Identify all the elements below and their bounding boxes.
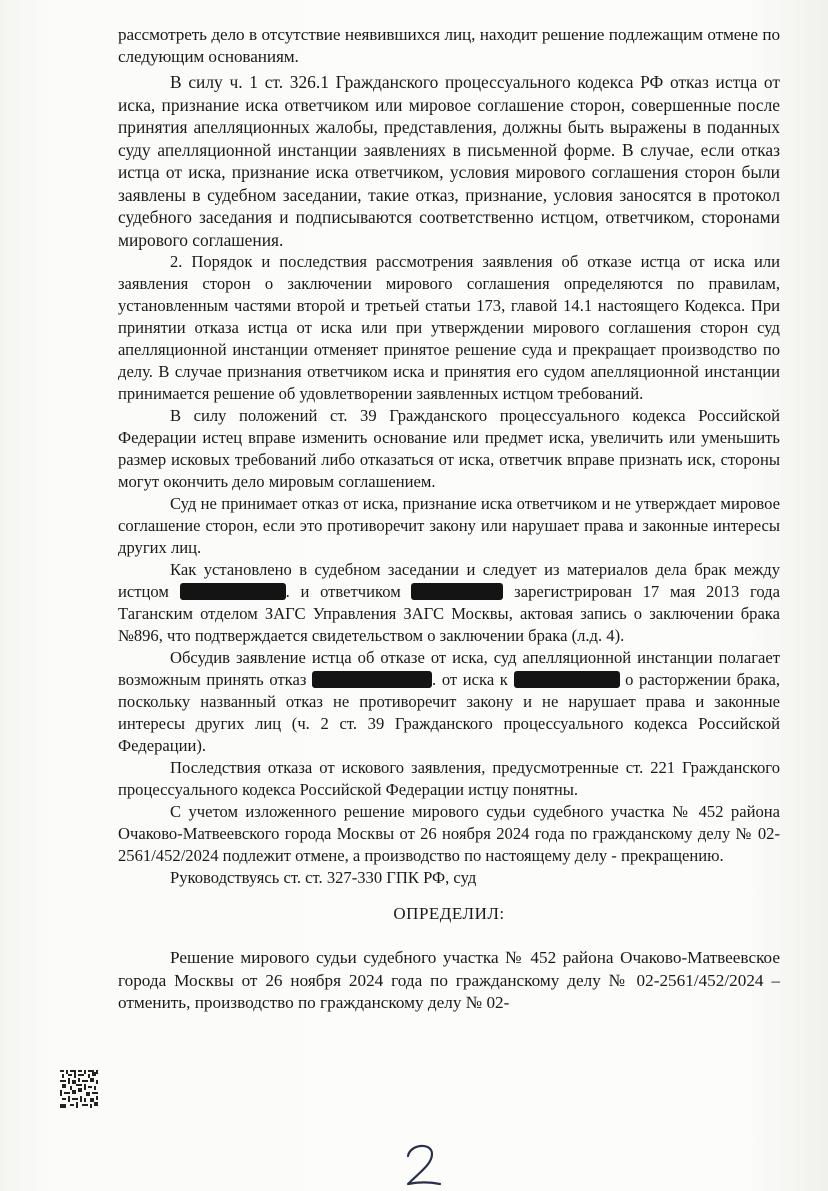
paragraph-marriage-facts [118,559,780,647]
qr-code-icon [60,1070,98,1108]
paragraph-accept-part-2: . от иска к [432,670,514,689]
paragraph-guided-by: Руководствуясь ст. ст. 327-330 ГПК РФ, суд [170,868,477,887]
paragraph-accept-part-3: о расторжении брака, поскольку названный отказ не противоречит закону и не нарушает права и законные интересы других лиц (ч. 2 ст. 39 Гражданского процессуального кодекса Российской Федерации). [118,670,780,755]
paragraph-art-39: В силу положений ст. 39 Гражданского процессуального кодекса Российской Федерации истец вправе изменить основание или предмет иска, увеличить или уменьшить размер исковых требований либо отказаться от иска, ответчик вправе признать иск, стороны могут окончить дело мировым соглашением. [118,406,780,491]
page-number-handwritten [398,1138,448,1190]
paragraph-accept-refusal [118,647,780,757]
redacted-plaintiff-name [180,583,286,600]
paragraph-intro: рассмотреть дело в отсутствие неявившихся лиц, находит решение подлежащим отмене по следующим основаниям. [118,25,780,66]
redacted-defendant-name [411,583,503,600]
paragraph-ruling: Решение мирового судьи судебного участка № 452 района Очаково-Матвеевское города Москвы от 26 ноября 2024 года по гражданскому делу № 02-2561/452/2024 – отменить, производство по гражданскому делу № 02- [118,948,780,1012]
paragraph-consequences: Последствия отказа от искового заявления, предусмотренные ст. 221 Гражданского процессуального кодекса Российской Федерации истцу понятны. [118,758,780,799]
paragraph-court-refusal: Суд не принимает отказ от иска, признание иска ответчиком и не утверждает мировое соглашение сторон, если это противоречит закону или нарушает права и законные интересы других лиц. [118,494,780,557]
paragraph-procedure: 2. Порядок и последствия рассмотрения заявления об отказе истца от иска или заявления сторон о заключении мирового соглашения определяются по правилам, установленным частями второй и третьей статьи 173, главой 14.1 настоящего Кодекса. При принятии отказа истца от иска или при утверждении мирового соглашения сторон суд апелляционной инстанции отменяет принятое решение суда и прекращает производство по делу. В случае признания ответчиком иска и принятия его судом апелляционной инстанции принимается решение об удовлетворении заявленных истцом требований. [118,252,780,403]
ruling-heading: ОПРЕДЕЛИЛ: [393,904,505,923]
paragraph-art-326-1: В силу ч. 1 ст. 326.1 Гражданского процессуального кодекса РФ отказ истца от иска, признание иска ответчиком или мировое соглашение сторон, совершенные после принятия апелляционных жалобы, представления, должны быть выражены в поданных суду апелляционной инстанции заявлениях в письменной форме. В случае, если отказ истца от иска, признание иска ответчиком, условия мирового соглашения сторон были заявлены в судебном заседании, такие отказ, признание, условия заносятся в протокол судебного заседания и подписываются соответственно истцом, ответчиком, сторонами мирового соглашения. [118,72,780,250]
paragraph-marriage-part-1: Как установлено в судебном заседании и следует из материалов дела брак между истцом [118,560,780,601]
paragraph-marriage-part-3: зарегистрирован 17 мая 2013 года Таганским отделом ЗАГС Управления ЗАГС Москвы, актовая запись о заключении брака №896, что подтверждается свидетельством о заключении брака (л.д. 4). [118,582,780,645]
redacted-defendant-name-2 [514,671,620,688]
document-body [118,24,780,1015]
paragraph-conclusion: С учетом изложенного решение мирового судьи судебного участка № 452 района Очаково-Матвеевского города Москвы от 26 ноября 2024 года по гражданскому делу № 02-2561/452/2024 подлежит отмене, а производство по настоящему делу - прекращению. [118,802,780,865]
redacted-plaintiff-name-2 [312,671,432,688]
paragraph-marriage-part-2: . и ответчиком [285,582,412,601]
paragraph-accept-part-1: Обсудив заявление истца об отказе от иска, суд апелляционной инстанции полагает возможным принять отказ [118,648,780,689]
